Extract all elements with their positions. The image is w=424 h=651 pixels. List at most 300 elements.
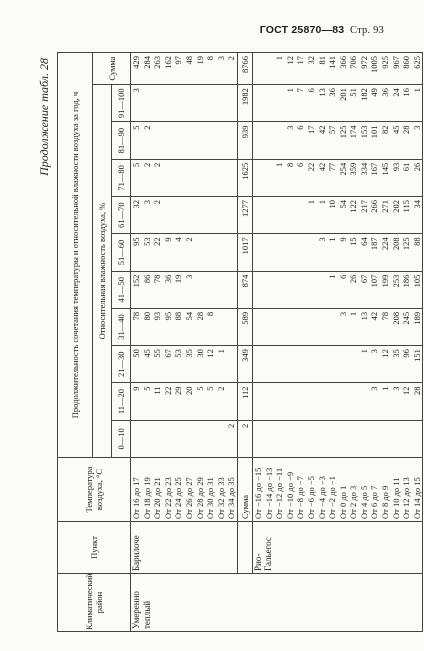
value-cell	[264, 56, 275, 83]
value-cell	[152, 424, 163, 456]
value-cell: 253	[390, 274, 401, 288]
value-cell	[295, 237, 306, 269]
temperature-range: От 10 до 11	[390, 477, 401, 519]
humidity-range-header: 11—20	[112, 383, 131, 420]
value-cell	[205, 88, 216, 120]
value-cell: 706	[348, 56, 359, 69]
sum-value: 349	[237, 346, 252, 383]
value-cell	[317, 349, 328, 381]
value-cell: 5	[141, 386, 152, 391]
sum-value: 874	[237, 271, 252, 308]
gost-number: ГОСТ 25870—83	[259, 24, 345, 36]
sum-label: Сумма	[237, 458, 252, 522]
value-cell	[306, 386, 317, 418]
value-cell	[253, 200, 264, 232]
value-cell: 88	[173, 311, 184, 321]
header-sum: Сумма	[93, 53, 131, 85]
value-cell: 3	[215, 56, 226, 61]
value-cell: 625	[411, 56, 422, 69]
value-cell: 78	[152, 274, 163, 284]
value-cell: 22	[152, 237, 163, 246]
value-cell: 208	[390, 311, 401, 325]
value-cell	[195, 163, 206, 195]
sum-spacer	[237, 522, 252, 574]
value-cell	[348, 349, 359, 381]
value-cell	[173, 125, 184, 157]
value-cell	[285, 386, 296, 418]
value-cell: 860	[401, 56, 412, 69]
value-cell: 3	[337, 311, 348, 317]
value-cell: 32	[131, 200, 141, 209]
value-cell	[327, 349, 338, 381]
value-cell: 334	[358, 162, 369, 176]
value-cell: 145	[380, 162, 391, 176]
value-cell: 125	[337, 125, 348, 139]
value-cell: 5	[205, 386, 216, 391]
value-cell: 67	[358, 274, 369, 284]
value-cell: 35	[390, 349, 401, 358]
value-cell: 26	[348, 274, 359, 284]
value-cell: 34	[411, 200, 422, 209]
value-cell	[226, 237, 237, 269]
value-cell	[253, 312, 264, 344]
header-temperature: Температура воздуха, °С	[58, 458, 131, 522]
value-cell	[285, 312, 296, 344]
value-cell: 53	[141, 237, 152, 246]
value-cell: 17	[305, 125, 316, 134]
temperature-range: От −4 до −3	[316, 476, 327, 519]
humidity-range-header: 41—50	[112, 271, 131, 308]
value-cell: 26	[411, 162, 422, 172]
value-cell	[226, 312, 237, 344]
value-cell: 36	[380, 88, 391, 97]
humidity-column	[252, 271, 423, 308]
value-cell: 2	[141, 125, 152, 130]
header-station: Пункт	[58, 522, 131, 574]
value-cell: 3	[390, 386, 401, 391]
value-cell: 96	[401, 349, 412, 358]
value-cell: 254	[337, 162, 348, 176]
value-cell	[264, 200, 275, 232]
value-cell: 187	[369, 237, 380, 251]
sum-row	[237, 53, 252, 632]
value-cell: 54	[183, 311, 194, 321]
temperature-range: От 34 до 35	[226, 477, 237, 519]
value-cell: 2	[226, 56, 237, 61]
value-cell: 3	[284, 125, 295, 130]
station-name: Барилоче	[131, 522, 238, 574]
value-cell: 11	[152, 386, 163, 395]
value-cell: 189	[411, 311, 422, 325]
value-cell: 186	[401, 274, 412, 288]
value-cell: 19	[173, 274, 184, 284]
value-cell: 12	[205, 349, 216, 358]
table-title: Продолжительность сочетания температуры и относительной влажности воздуха за год, ч	[58, 53, 93, 458]
humidity-range-header: 81—90	[112, 122, 131, 159]
value-cell: 266	[369, 200, 380, 213]
table-body	[131, 53, 423, 632]
value-cell	[285, 275, 296, 307]
value-cell: 8	[205, 311, 216, 317]
temperature-range: От 16 до 17	[131, 477, 141, 519]
value-cell: 1	[348, 311, 359, 317]
value-cell: 1	[305, 200, 316, 205]
value-cell: 82	[380, 125, 391, 134]
value-cell: 80	[141, 311, 152, 321]
value-cell	[184, 88, 195, 120]
value-cell	[274, 275, 285, 307]
value-cell	[317, 424, 328, 456]
value-cell: 3	[131, 88, 141, 93]
value-cell	[216, 312, 227, 344]
value-cell: 101	[369, 125, 380, 139]
temperature-range: От 0 до 1	[337, 485, 348, 519]
temperature-range: От −12 до −11	[274, 467, 285, 519]
value-cell: 2	[141, 162, 152, 167]
value-cell	[216, 125, 227, 157]
value-cell	[285, 200, 296, 232]
value-cell: 3	[141, 200, 152, 205]
value-cell: 78	[131, 311, 141, 321]
humidity-range-header: 71—80	[112, 159, 131, 196]
value-cell: 49	[369, 88, 380, 97]
sum-column	[131, 53, 238, 85]
value-cell: 3	[369, 349, 380, 354]
value-cell	[295, 386, 306, 418]
page-number: Стр. 93	[350, 25, 384, 36]
value-cell: 17	[295, 56, 306, 65]
temperature-range: От −14 до −13	[263, 467, 274, 519]
sum-value: 1982	[237, 85, 252, 122]
humidity-range-header: 31—40	[112, 308, 131, 345]
header-climate-region: Климатический район	[58, 574, 131, 632]
value-cell: 1	[327, 274, 338, 279]
sum-value: 589	[237, 308, 252, 345]
value-cell: 45	[141, 349, 152, 358]
sum-value: 939	[237, 122, 252, 159]
humidity-range-header: 91—100	[112, 85, 131, 122]
humidity-column	[131, 308, 238, 345]
humidity-column	[131, 383, 238, 420]
value-cell: 35	[183, 349, 194, 358]
value-cell	[317, 275, 328, 307]
value-cell: 9	[337, 237, 348, 242]
value-cell	[253, 424, 264, 456]
value-cell: 36	[327, 88, 338, 97]
value-cell: 8	[205, 56, 216, 61]
value-cell	[205, 237, 216, 269]
temperature-range: От 22 до 23	[162, 477, 173, 519]
value-cell: 245	[401, 311, 412, 325]
value-cell: 5	[131, 162, 141, 167]
value-cell: 1	[284, 88, 295, 93]
value-cell	[338, 349, 349, 381]
value-cell: 972	[358, 56, 369, 69]
value-cell	[173, 88, 184, 120]
value-cell	[253, 237, 264, 269]
temperature-range: От 12 до 13	[401, 477, 412, 519]
value-cell: 77	[327, 162, 338, 172]
value-cell: 967	[390, 56, 401, 69]
humidity-column	[131, 85, 238, 122]
humidity-column	[131, 346, 238, 383]
value-cell	[274, 88, 285, 120]
value-cell	[216, 88, 227, 120]
value-cell: 88	[411, 237, 422, 246]
value-cell	[264, 424, 275, 456]
value-cell: 81	[316, 56, 327, 65]
value-cell	[152, 88, 163, 120]
value-cell: 13	[358, 311, 369, 321]
sum-value: 8766	[237, 53, 252, 85]
value-cell: 86	[141, 274, 152, 284]
station-name: Рио-Гальегос	[252, 522, 423, 574]
value-cell: 12	[284, 56, 295, 65]
value-cell: 10	[327, 200, 338, 209]
value-cell: 2	[215, 386, 226, 391]
value-cell	[264, 88, 275, 120]
value-cell: 105	[411, 274, 422, 288]
value-cell: 24	[390, 88, 401, 97]
value-cell: 141	[327, 56, 338, 69]
value-cell: 3	[316, 237, 327, 242]
value-cell: 8	[284, 162, 295, 167]
value-cell: 1	[358, 349, 369, 354]
value-cell: 50	[131, 349, 141, 358]
value-cell	[306, 349, 317, 381]
value-cell	[264, 312, 275, 344]
value-cell: 107	[369, 274, 380, 288]
value-cell	[264, 349, 275, 381]
sum-value: 1017	[237, 234, 252, 271]
value-cell	[380, 424, 391, 456]
value-cell: 12	[380, 349, 391, 358]
value-cell	[285, 237, 296, 269]
value-cell	[142, 88, 153, 120]
value-cell	[184, 163, 195, 195]
value-cell: 12	[401, 386, 412, 395]
value-cell	[295, 424, 306, 456]
temperature-list	[252, 458, 423, 522]
value-cell: 199	[380, 274, 391, 288]
value-cell: 7	[295, 88, 306, 93]
humidity-column	[252, 159, 423, 196]
temperature-range: От −8 до −7	[295, 476, 306, 519]
value-cell	[163, 200, 174, 232]
humidity-column	[252, 85, 423, 122]
climate-region-cell: Умеренно теплый	[131, 574, 423, 632]
value-cell	[163, 125, 174, 157]
value-cell	[317, 386, 328, 418]
value-cell: 3	[411, 125, 422, 130]
sum-value: 2	[237, 420, 252, 457]
value-cell	[226, 88, 237, 120]
value-cell: 366	[337, 56, 348, 69]
value-cell	[412, 424, 423, 456]
humidity-column	[131, 159, 238, 196]
value-cell	[348, 424, 359, 456]
value-cell	[216, 275, 227, 307]
value-cell	[205, 200, 216, 232]
value-cell: 2	[183, 237, 194, 242]
humidity-range-header: 21—30	[112, 346, 131, 383]
value-cell: 1	[274, 56, 285, 61]
value-cell: 1	[316, 200, 327, 205]
value-cell: 359	[348, 162, 359, 176]
value-cell: 97	[173, 56, 184, 65]
value-cell	[306, 424, 317, 456]
value-cell: 201	[337, 88, 348, 101]
value-cell: 1005	[369, 56, 380, 73]
value-cell: 54	[337, 200, 348, 209]
value-cell	[391, 424, 402, 456]
humidity-range-header: 61—70	[112, 197, 131, 234]
value-cell: 45	[390, 125, 401, 134]
value-cell	[306, 312, 317, 344]
value-cell: 271	[380, 200, 391, 213]
value-cell	[264, 237, 275, 269]
temperature-range: От 18 до 19	[141, 477, 152, 519]
value-cell	[205, 424, 216, 456]
value-cell: 19	[194, 56, 205, 65]
temperature-range: От 30 до 31	[205, 477, 216, 519]
value-cell: 125	[401, 237, 412, 251]
value-cell	[195, 275, 206, 307]
humidity-column	[252, 346, 423, 383]
value-cell: 67	[162, 349, 173, 358]
value-cell	[274, 237, 285, 269]
value-cell	[369, 424, 380, 456]
value-cell	[173, 163, 184, 195]
humidity-column	[131, 234, 238, 271]
value-cell	[163, 88, 174, 120]
sum-value: 1625	[237, 159, 252, 196]
value-cell: 202	[390, 200, 401, 213]
value-cell	[163, 163, 174, 195]
humidity-range-header: 0—10	[112, 420, 131, 457]
value-cell: 48	[183, 56, 194, 65]
value-cell: 182	[358, 88, 369, 101]
value-cell	[338, 386, 349, 418]
value-cell	[264, 125, 275, 157]
value-cell: 429	[131, 56, 141, 69]
value-cell: 9	[162, 237, 173, 242]
value-cell: 4	[173, 237, 184, 242]
value-cell	[152, 125, 163, 157]
value-cell: 3	[183, 274, 194, 279]
temperature-range: От 28 до 29	[194, 477, 205, 519]
value-cell	[253, 88, 264, 120]
value-cell: 1	[411, 88, 422, 93]
value-cell	[226, 275, 237, 307]
temperature-range: От −6 до −5	[305, 476, 316, 519]
temperature-range: От 2 до 3	[348, 485, 359, 519]
value-cell: 2	[226, 423, 237, 428]
temperature-range: От −16 до −15	[252, 467, 263, 519]
value-cell: 284	[141, 56, 152, 69]
value-cell: 1	[327, 237, 338, 242]
value-cell: 95	[162, 311, 173, 321]
value-cell	[205, 125, 216, 157]
value-cell	[274, 200, 285, 232]
value-cell: 42	[369, 311, 380, 321]
value-cell	[295, 275, 306, 307]
value-cell: 174	[348, 125, 359, 139]
value-cell: 28	[194, 311, 205, 321]
value-cell	[274, 312, 285, 344]
value-cell	[274, 424, 285, 456]
continuation-label: Продолжение табл. 28	[37, 58, 51, 176]
value-cell: 28	[411, 386, 422, 395]
temperature-range: От 4 до 5	[358, 485, 369, 519]
value-cell: 6	[295, 162, 306, 167]
value-cell: 3	[369, 386, 380, 391]
value-cell	[216, 424, 227, 456]
temperature-range: От 26 до 27	[183, 477, 194, 519]
value-cell: 22	[162, 386, 173, 395]
value-cell: 29	[173, 386, 184, 395]
temperature-range: От 8 до 9	[380, 485, 391, 519]
value-cell	[195, 237, 206, 269]
value-cell: 1	[215, 349, 226, 354]
value-cell	[348, 386, 359, 418]
value-cell: 28	[401, 125, 412, 134]
temperature-range: От −2 до −1	[327, 476, 338, 519]
temperature-range: От 20 до 21	[152, 477, 163, 519]
value-cell: 1	[380, 386, 391, 391]
value-cell	[173, 200, 184, 232]
value-cell: 9	[131, 386, 141, 391]
value-cell	[274, 386, 285, 418]
value-cell: 2	[152, 162, 163, 167]
value-cell	[295, 312, 306, 344]
value-cell: 95	[131, 237, 141, 246]
value-cell: 13	[316, 88, 327, 97]
value-cell: 36	[162, 274, 173, 284]
value-cell: 115	[401, 200, 412, 213]
temperature-range: От −10 до −9	[284, 471, 295, 519]
temperature-list	[131, 458, 238, 522]
value-cell	[306, 275, 317, 307]
humidity-column	[252, 383, 423, 420]
value-cell	[327, 386, 338, 418]
value-cell: 53	[173, 349, 184, 358]
humidity-column	[131, 122, 238, 159]
value-cell	[142, 424, 153, 456]
value-cell	[285, 349, 296, 381]
value-cell	[195, 125, 206, 157]
value-cell	[173, 424, 184, 456]
value-cell: 6	[337, 274, 348, 279]
value-cell	[253, 163, 264, 195]
value-cell: 78	[380, 311, 391, 321]
value-cell: 57	[327, 125, 338, 134]
value-cell	[226, 125, 237, 157]
value-cell	[338, 424, 349, 456]
value-cell	[163, 424, 174, 456]
value-cell: 6	[305, 88, 316, 93]
value-cell: 42	[316, 162, 327, 172]
value-cell: 32	[305, 56, 316, 65]
value-cell	[253, 386, 264, 418]
value-cell: 153	[358, 125, 369, 139]
header-humidity: Относительная влажность воздуха, %	[93, 85, 112, 458]
value-cell	[226, 163, 237, 195]
value-cell: 64	[358, 237, 369, 246]
value-cell	[401, 424, 412, 456]
value-cell: 15	[348, 237, 359, 246]
value-cell: 30	[194, 349, 205, 358]
